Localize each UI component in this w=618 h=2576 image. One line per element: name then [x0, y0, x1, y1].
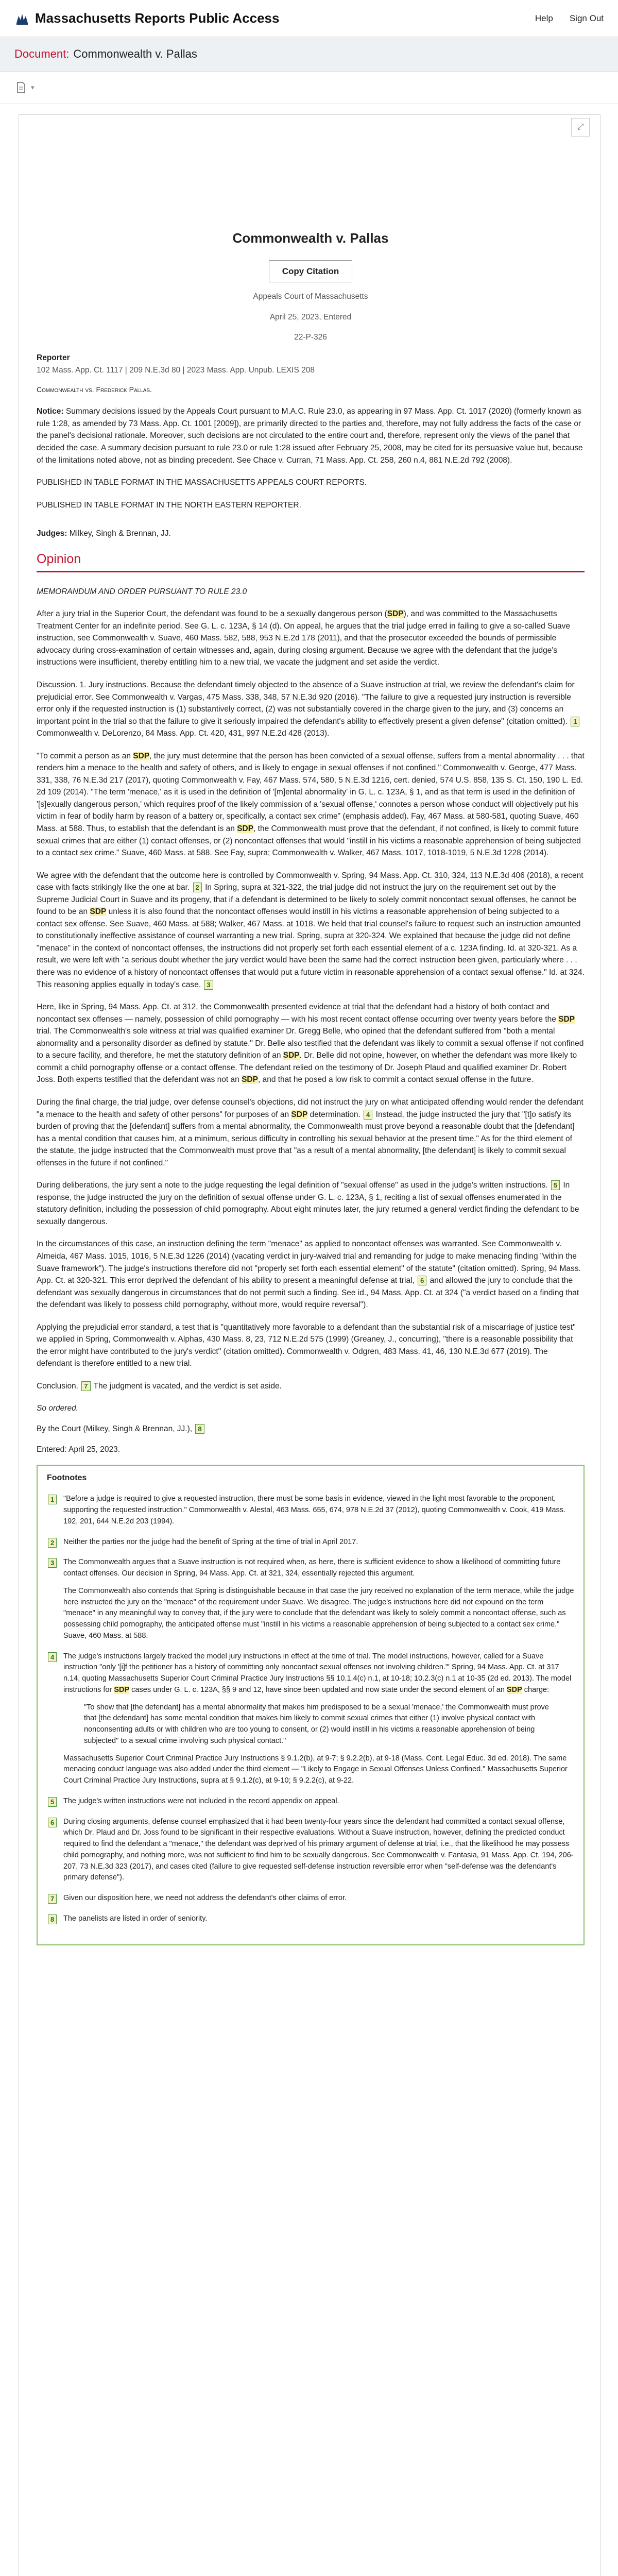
footnote-item	[47, 1913, 574, 1925]
judges-line	[37, 528, 585, 540]
opinion-paragraph: Conclusion. 7 The judgment is vacated, and the verdict is set aside.	[37, 1381, 282, 1391]
sign-out-link[interactable]: Sign Out	[569, 13, 604, 23]
footnotes-list	[47, 1494, 574, 1924]
top-bar	[0, 0, 618, 37]
notice-text: Summary decisions issued by the Appeals Court pursuant to M.A.C. Rule 23.0, as appearing in 97 Mass. App. Ct. 1017 (2020) (formerly known as rule 1:28, as amended by 73 Mass. App. Ct. 1001 [2009]), are primarily directed to the parties and, therefore, may not fully address the facts of the case or the panel's decisional rationale. Moreover, such decisions are not circulated to the entire court and, therefore, represent only the views of the panel that decided the case. A summary decision pursuant to rule 23.0 or rule 1:28 issued after February 25, 2008, may be cited for its persuasive value but, because of the limitations noted above, not as binding precedent. See Chace v. Curran, 71 Mass. App. Ct. 258, 260 n.4, 881 N.E.2d 792 (2008).	[37, 407, 583, 465]
published-note-2: PUBLISHED IN TABLE FORMAT IN THE NORTH EASTERN REPORTER.	[37, 500, 301, 510]
footnote-item	[47, 1537, 574, 1548]
opinion-end	[37, 1402, 585, 1455]
date-entered: April 25, 2023, Entered	[269, 312, 352, 321]
case-meta	[37, 291, 585, 344]
search-hit: SDP	[387, 609, 404, 619]
footnote-ref[interactable]: 6	[418, 1276, 426, 1285]
chevron-down-icon[interactable]: ▾	[31, 83, 35, 91]
footnote-ref[interactable]: 5	[551, 1180, 560, 1190]
opinion-paragraph: "To commit a person as an SDP, the jury must determine that the person has been convicted of a sexual offense, suffers from a mental abnormality . . . that renders him a menace to the health and safety of others, and is likely to engage in sexual offenses if not confined." Commonwealth v. George, 477 Mass. 331, 338, 76 N.E.3d 217 (2017), quoting Commonwealth v. Fay, 467 Mass. 574, 580, 5 N.E.3d 1216, cert. denied, 574 U.S. 858, 135 S. Ct. 150, 190 L. Ed. 2d 109 (2014). "The term 'menace,' as it is used in the definition of '[m]ental abnormality' in G. L. c. 123A, § 1, and as that term is used in the definition of '[s]exually dangerous person,' which requires proof of the likely commission of a 'sexual offense,' connotes a person whose conduct will objectively put his victim in fear of bodily harm by reason of a battery or, specifically, a contact sex crime" (emphasis added). Fay, 467 Mass. at 580-581, quoting Suave, 460 Mass. at 588. Thus, to establish that the defendant is an SDP, the Commonwealth must prove that the defendant, if not confined, is likely to commit future sexual crimes that are either (1) contact offenses, or (2) noncontact offenses that would "instill in his victims a reasonable apprehension of being subjected to a contact sex crime." Suave, 460 Mass. at 588. See Fay, supra; Commonwealth v. Walker, 467 Mass. 1017, 1018-1019, 5 N.E.3d 1228 (2014).	[37, 751, 585, 858]
footnote-number[interactable]: 3	[48, 1558, 57, 1568]
document-bar	[0, 37, 618, 72]
footnote-text: Neither the parties nor the judge had the benefit of Spring at the time of trial in April 2017.	[63, 1537, 358, 1546]
footnote-item	[47, 1494, 574, 1527]
case-parties: Commonwealth vs. Frederick Pallas.	[37, 385, 152, 394]
search-hit: SDP	[114, 1685, 130, 1694]
opinion-paragraph: Applying the prejudicial error standard, a test that is "quantitatively more favorable to a defendant than the substantial risk of a miscarriage of justice test" we applied in Spring, Commonwealth v. Alphas, 430 Mass. 8, 23, 712 N.E.2d 575 (1999) (Greaney, J., concurring), "there is a reasonable possibility that the error might have contributed to the jury's verdict" (citation omitted). Commonwealth v. Odgren, 483 Mass. 41, 46, 130 N.E.3d 677 (2019). The defendant is therefore entitled to a new trial.	[37, 1323, 576, 1368]
document-toolbar	[0, 72, 618, 104]
search-hit: SDP	[506, 1685, 522, 1694]
footnote-number[interactable]: 6	[48, 1818, 57, 1827]
app-title: Massachusetts Reports Public Access	[35, 10, 280, 26]
footnote-text: The judge's written instructions were not included in the record appendix on appeal.	[63, 1797, 339, 1805]
search-hit: SDP	[558, 1014, 575, 1024]
published-note-1: PUBLISHED IN TABLE FORMAT IN THE MASSACHUSETTS APPEALS COURT REPORTS.	[37, 478, 367, 487]
judges-names: Milkey, Singh & Brennan, JJ.	[69, 529, 171, 538]
footnote-number[interactable]: 7	[48, 1894, 57, 1904]
opinion-heading: Opinion	[37, 549, 585, 572]
footnote-ref[interactable]: 4	[364, 1110, 372, 1120]
footnote-ref[interactable]: 7	[81, 1381, 90, 1391]
entered-date: Entered: April 25, 2023.	[37, 1445, 121, 1454]
case-title: Commonwealth v. Pallas	[232, 230, 389, 246]
footnote-ref[interactable]: 3	[204, 980, 213, 990]
footnote-number[interactable]: 1	[48, 1495, 57, 1504]
footnote-item	[47, 1893, 574, 1904]
footnote-ref[interactable]: 1	[571, 717, 579, 726]
reporter-citation: 102 Mass. App. Ct. 1117 | 209 N.E.3d 80 | 2023 Mass. App. Unpub. LEXIS 208	[37, 365, 315, 375]
opinion-subheading: MEMORANDUM AND ORDER PURSUANT TO RULE 23.0	[37, 587, 247, 596]
document-content	[37, 115, 585, 1945]
notice-paragraph	[37, 405, 585, 466]
reporter-heading: Reporter	[37, 353, 70, 362]
by-the-court: By the Court (Milkey, Singh & Brennan, JJ.), 8	[37, 1423, 585, 1435]
footnote-text: The judge's instructions largely tracked the model jury instructions in effect at the time of trial. The model instructions, however, called for a Suave instruction "only '[i]f the petitioner has a history of committing only noncontact sexual offenses not involving children.'" Spring, 94 Mass. App. Ct. at 317 n.14, quoting Massachusetts Superior Court Criminal Practice Jury Instructions §§ 10.1.4(c) n.1, at 10-18; 10.2.3(c) n.1 at 10-35 (2d ed. 2013). The model instructions for SDP cases under G. L. c. 123A, §§ 9 and 12, have since been updated and now state under the second element of an SDP charge:	[63, 1652, 572, 1694]
footnote-item	[47, 1796, 574, 1807]
footnote-text: During closing arguments, defense counsel emphasized that it had been twenty-four years since the defendant had committed a contact sexual offense, which Dr. Plaud and Dr. Joss found to be significant in their respective evaluations. Without a Suave instruction, however, defining the predicted conduct required to find the defendant a "menace," the defendant was deprived of his primary argument of defense at trial, i.e., that the likelihood he may possess child pornography, and nothing more, was not sufficient to find him to be sexually dangerous. See Commonwealth v. Fantasia, 91 Mass. App. Ct. 194, 206-207, 73 N.E.3d 323 (2017), and cases cited (failure to give requested self-defense instruction reversible error when "self-defense was the defendant's primary defense").	[63, 1817, 574, 1882]
opinion-paragraph: During the final charge, the trial judge, over defense counsel's objections, did not instruct the jury on what anticipated offending would render the defendant "a menace to the health and safety of other persons" for purposes of an SDP determination. 4 Instead, the judge instructed the jury that "[t]o satisfy its burden of proving that the [defendant] suffers from a mental abnormality, the Commonwealth must prove beyond a reasonable doubt that the [defendant] has a mental condition that causes him, at a minimum, serious difficulty in controlling his sexual behavior at the present time." As for the third element of the statute, the judge instructed that the Commonwealth must prove that "as a result of a mental abnormality, [the defendant] is likely to commit sexual offenses in the future if not confined."	[37, 1097, 583, 1167]
opinion-paragraph: In the circumstances of this case, an instruction defining the term "menace" as applied to noncontact offenses was warranted. See Commonwealth v. Almeida, 467 Mass. 1015, 1016, 5 N.E.3d 1226 (2014) (vacating verdict in jury-waived trial and remanding for judge to make menacing finding "within the Suave framework"). The judge's instructions therefore did not "properly set forth each essential element" of the statute" (citation omitted). Spring, 94 Mass. App. Ct. at 320-321. This error deprived the defendant of his ability to present a meaningful defense at trial, 6 and allowed the jury to conclude that the defendant was sexually dangerous in circumstances that do not permit such a finding. See id., 94 Mass. App. Ct. at 324 ("a verdict based on a finding that the defendant was likely to possess child pornography, without more, would require reversal").	[37, 1240, 581, 1310]
opinion-body	[37, 608, 585, 1392]
opinion-paragraph: After a jury trial in the Superior Court, the defendant was found to be a sexually dangerous person (SDP), and was committed to the Massachusetts Treatment Center for an indefinite period. See G. L. c. 123A, § 14 (d). On appeal, he argues that the trial judge erred in failing to give a so-called Suave instruction, see Commonwealth v. Suave, 460 Mass. 582, 588, 953 N.E.2d 178 (2011), and that the prosecutor exceeded the bounds of permissible advocacy during cross-examination of certain witnesses and, again, during closing argument. Because we agree with the defendant that the judge's instructions were insufficient, thereby entitling him to a new trial, we vacate the judgment and set aside the verdict.	[37, 609, 570, 667]
opinion-paragraph: We agree with the defendant that the outcome here is controlled by Commonwealth v. Spring, 94 Mass. App. Ct. 310, 324, 113 N.E.3d 406 (2018), a recent case with facts strikingly like the one at bar. 2 In Spring, supra at 321-322, the trial judge did not instruct the jury on the requirement set out by the Supreme Judicial Court in Suave and its progeny, that if a defendant is determined to be likely to solely commit noncontact sexual offenses, he cannot be found to be an SDP unless it is also found that the noncontact offenses would instill in his victims a reasonable apprehension of being subjected to a contact sex offense. See Suave, 460 Mass. at 588; Walker, 467 Mass. at 1018. We held that trial counsel's failure to request such an instruction amounted to constitutionally ineffective assistance of counsel warranting a new trial. Spring, supra at 320-324. We explained that because the judge did not define "menace" in the context of noncontact offenses, the instructions did not properly set forth each essential element of a c. 123A finding. Id. at 320-321. As a result, we were left with "a serious doubt whether the jury verdict would have been the same had the correct instruction been given, particularly where . . . there was no evidence of a history of noncontact offenses that would put a future victim in reasonable apprehension of a contact sexual offense." Id. at 324. This reasoning applies equally in today's case. 3	[37, 871, 585, 989]
footnote-text: The Commonwealth also contends that Spring is distinguishable because in that case the jury received no explanation of the term menace, while the judge here instructed the jury on the "menace" of the requirement under Suave. We disagree. The judge's instructions here did not expound on the term "menace" in any meaningful way to convey that, if the jury were to conclude that the defendant was likely to solely commit a noncontact offense, such as possessing child pornography, the anticipated offense must "instill in his victims a reasonable apprehension of being subjected to a contact sex crime." Suave, 460 Mass. at 588.	[63, 1586, 574, 1640]
footnote-item	[47, 1817, 574, 1884]
footnote-item	[47, 1557, 574, 1641]
document-label: Document:	[14, 47, 70, 60]
search-hit: SDP	[90, 907, 107, 917]
footnote-text: "Before a judge is required to give a requested instruction, there must be some basis in evidence, viewed in the light most favorable to the proponent, supporting the requested instruction." Commonwealth v. Alestal, 463 Mass. 655, 674, 978 N.E.2d 37 (2012), quoting Commonwealth v. Cook, 419 Mass. 192, 201, 644 N.E.2d 203 (1994).	[63, 1495, 566, 1526]
footnote-number[interactable]: 5	[48, 1797, 57, 1807]
footnote-text: "To show that [the defendant] has a mental abnormality that makes him predisposed to be a sexual 'menace,' the Commonwealth must prove that [the defendant] has some mental condition that makes him likely to commit sexual crimes that either (1) involve physical contact with nonconsenting adults or with children who are too young to consent, or (2) would instill in his victims a reasonable apprehension of being subjected" to a sexual crime involving such physical contact."	[84, 1703, 549, 1745]
docket-number: 22-P-326	[294, 333, 327, 342]
search-hit: SDP	[291, 1110, 308, 1119]
notice-label: Notice:	[37, 407, 64, 416]
footnotes-heading: Footnotes	[47, 1473, 87, 1483]
document-title: Commonwealth v. Pallas	[73, 47, 197, 60]
document-icon[interactable]	[13, 80, 29, 95]
footnote-ref[interactable]: 2	[193, 883, 202, 892]
footnote-item	[47, 1651, 574, 1787]
footnote-text: Given our disposition here, we need not address the defendant's other claims of error.	[63, 1894, 347, 1903]
opinion-paragraph: Discussion. 1. Jury instructions. Because the defendant timely objected to the absence of a Suave instruction at trial, we review the defendant's claim for prejudicial error. See Commonwealth v. Vargas, 475 Mass. 338, 348, 57 N.E.3d 920 (2016). "The failure to give a requested jury instruction is reversible error only if the requested instruction is (1) substantively correct, (2) was not substantially covered in the charge given to the jury, and (3) concerns an important point in the trial so that the failure to give it seriously impaired the defendant's ability to effectively present a given defense" (citation omitted). 1 Commonwealth v. DeLorenzo, 84 Mass. App. Ct. 420, 431, 997 N.E.2d 428 (2013).	[37, 679, 585, 740]
massachusetts-seal-icon	[14, 11, 30, 26]
copy-citation-button[interactable]: Copy Citation	[269, 260, 352, 283]
footnote-number[interactable]: 2	[48, 1538, 57, 1548]
opinion-paragraph: Here, like in Spring, 94 Mass. App. Ct. at 312, the Commonwealth presented evidence at trial that the defendant had a history of both contact and noncontact sex offenses — namely, possession of child pornography — with his most recent contact offense occurring over twenty years before the SDP trial. The Commonwealth's sole witness at trial was qualified examiner Dr. Gregg Belle, who opined that the defendant suffered from "both a mental abnormality and a personality disorder as defined by statute." Dr. Belle also testified that the defendant was likely to commit a sexual offense if not confined to a secure facility, and therefore, he met the statutory definition of an SDP. Dr. Belle did not opine, however, on whether the defendant was more likely to commit a child pornography offense or a contact offense. The defendant relied on the testimony of Dr. Joseph Plaud and qualified examiner Dr. Robert Joss. Both experts testified that the defendant was not an SDP, and that he posed a low risk to commit a contact sexual offense in the future.	[37, 1003, 584, 1084]
footnote-ref[interactable]: 8	[195, 1424, 204, 1434]
footnote-text: The panelists are listed in order of seniority.	[63, 1914, 208, 1923]
so-ordered: So ordered.	[37, 1404, 78, 1413]
footnote-number[interactable]: 4	[48, 1652, 57, 1662]
footnote-text: Massachusetts Superior Court Criminal Practice Jury Instructions § 9.1.2(b), at 9-7; § 9.2.2(b), at 9-18 (Mass. Cont. Legal Educ. 3d ed. 2018). The same menacing conduct language was also added under the third element — "Likely to Engage in Sexual Offenses Unless Confined." Massachusetts Superior Court Criminal Practice Jury Instructions, supra at § 9.1.2(c), at 9-10; § 9.2.2(c), at 9-22.	[63, 1754, 568, 1785]
footnote-text: The Commonwealth argues that a Suave instruction is not required when, as here, there is sufficient evidence to show a likelihood of committing future contact offenses. Our decision in Spring, 94 Mass. App. Ct. at 321, 324, essentially rejected this argument.	[63, 1558, 561, 1578]
court-name: Appeals Court of Massachusetts	[253, 292, 368, 301]
expand-icon[interactable]: ⤢	[571, 118, 590, 137]
document-panel	[19, 114, 600, 2576]
footnote-number[interactable]: 8	[48, 1914, 57, 1924]
judges-label: Judges:	[37, 529, 67, 538]
help-link[interactable]: Help	[535, 13, 553, 23]
search-hit: SDP	[283, 1051, 300, 1060]
footnotes-section	[37, 1465, 585, 1945]
header-nav	[535, 13, 604, 24]
search-hit: SDP	[242, 1075, 258, 1084]
app-brand[interactable]	[14, 10, 279, 26]
opinion-paragraph: During deliberations, the jury sent a note to the judge requesting the legal definition of "sexual offense" as used in the judge's written instructions. 5 In response, the judge instructed the jury on the definition of sexual offense under G. L. c. 123A, § 1, reciting a list of sexual offenses enumerated in the statutory definition, including the possession of child pornography. About eight minutes later, the jury returned a general verdict finding the defendant to be sexually dangerous.	[37, 1181, 579, 1226]
search-hit: SDP	[237, 824, 254, 834]
search-hit: SDP	[133, 751, 150, 760]
